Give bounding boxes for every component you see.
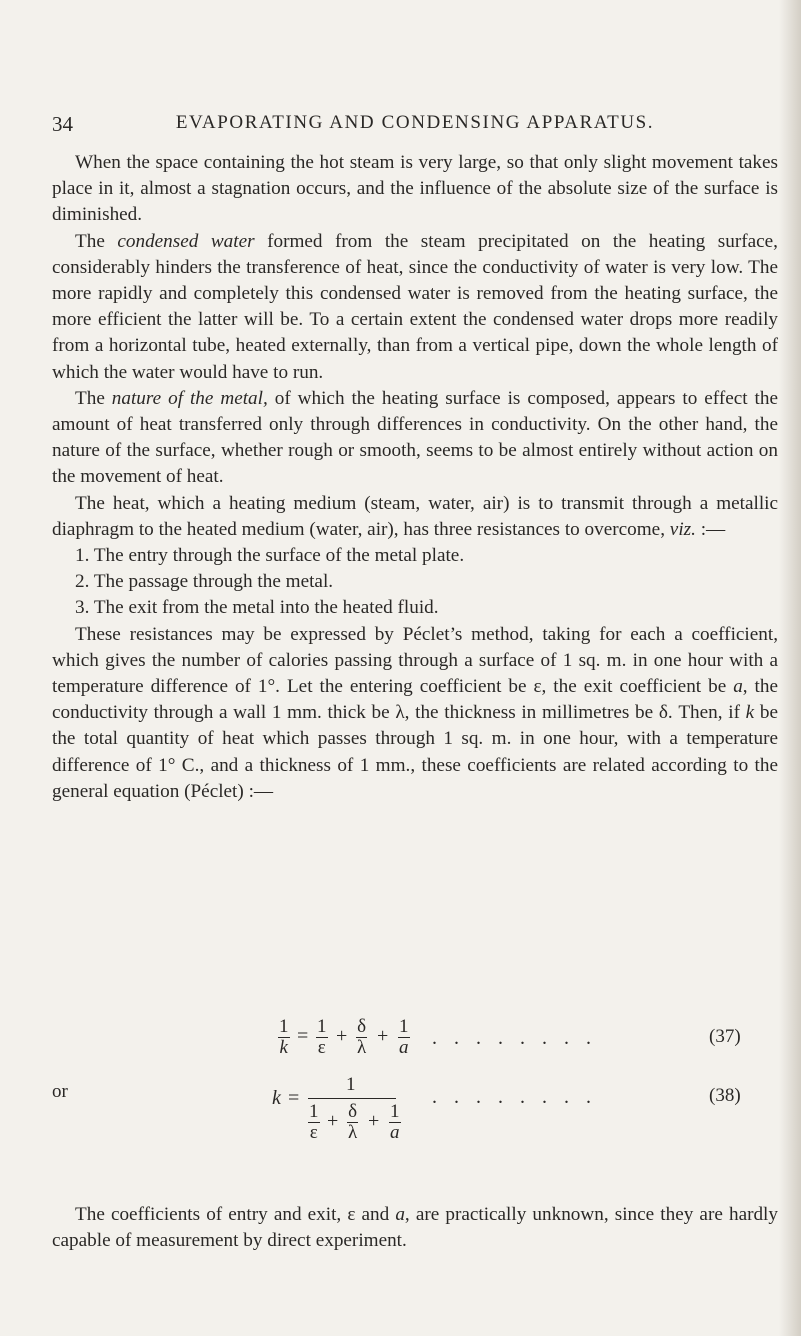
page-number: 34 bbox=[52, 112, 73, 136]
fraction-delta-over-lambda bbox=[347, 1102, 358, 1143]
symbol-k: k bbox=[745, 702, 755, 724]
numerator: δ bbox=[348, 1101, 358, 1122]
denominator bbox=[389, 1122, 401, 1143]
plus-sign: + bbox=[327, 1110, 339, 1132]
denominator bbox=[278, 1037, 290, 1058]
emphasis-viz: viz. bbox=[669, 518, 696, 540]
denominator: ε bbox=[309, 1122, 318, 1143]
symbol-a: a bbox=[395, 1204, 405, 1225]
symbol-k bbox=[272, 1087, 281, 1110]
symbol-k-text: k bbox=[272, 1087, 281, 1109]
fraction-one-over-k bbox=[278, 1017, 290, 1058]
body-text bbox=[52, 150, 778, 805]
denominator: λ bbox=[348, 1122, 358, 1143]
numerator: 1 bbox=[279, 1016, 289, 1037]
list-item-entry: 1. The entry through the surface of the metal plate. bbox=[75, 545, 465, 567]
leader-dots: . . . . . . . . bbox=[432, 1086, 597, 1108]
text-span: be the total quantity of heat which passes through 1 sq. m. in one hour, with a temperature difference of 1° C., and a thickness of 1 mm., these coefficients are related according to the general equation (Péclet) :— bbox=[52, 702, 778, 802]
denominator: ε bbox=[317, 1037, 326, 1058]
text-span: The bbox=[75, 230, 118, 252]
fraction-one-over-a bbox=[389, 1102, 401, 1143]
emphasis-condensed-water: condensed water bbox=[117, 230, 255, 252]
denominator bbox=[398, 1037, 410, 1058]
fraction-delta-over-lambda bbox=[356, 1017, 367, 1058]
symbol-a: a bbox=[390, 1122, 400, 1143]
numerator: 1 bbox=[399, 1016, 409, 1037]
numerator: 1 bbox=[390, 1101, 400, 1122]
list-item-passage: 2. The passage through the metal. bbox=[75, 571, 334, 593]
text-span: These resistances may be expressed by Péclet’s method, taking for each a coefficient, which gives the number of calories passing through a surface of 1 sq. m. in one hour with a temperature difference of 1°. Let the entering coefficient be ε, the exit coefficient be bbox=[52, 623, 778, 698]
text-span: of which the heating surface is composed, appears to effect the amount of heat transferred only through differences in conductivity. On the other hand, the nature of the surface, whether rough or smooth, seems to be almost entirely without action on the movement of heat. bbox=[52, 387, 778, 488]
text-span: The bbox=[75, 387, 112, 409]
paragraph-condensed-water bbox=[52, 229, 778, 386]
text-span: The coefficients of entry and exit, ε and bbox=[75, 1204, 396, 1225]
plus-sign: + bbox=[336, 1025, 348, 1047]
fraction-one-over-a bbox=[398, 1017, 410, 1058]
text-span: The heat, which a heating medium (steam, water, air) is to transmit through a metallic diaphragm to the heated medium (water, air), has three resistances to overcome, bbox=[52, 492, 778, 540]
text-span: :— bbox=[695, 518, 726, 540]
main-fraction-bar bbox=[308, 1098, 396, 1099]
numerator: 1 bbox=[317, 1016, 327, 1037]
numerator: δ bbox=[357, 1016, 367, 1037]
or-label: or bbox=[52, 1081, 68, 1102]
plus-sign: + bbox=[377, 1025, 389, 1047]
symbol-a: a bbox=[733, 676, 743, 698]
fraction-one-over-epsilon bbox=[316, 1017, 328, 1058]
paragraph-coefficients-unknown bbox=[52, 1202, 778, 1254]
text-span: , are practically unknown, since they are hardly capable of measurement by direct experiment. bbox=[52, 1204, 778, 1252]
fraction-one-over-epsilon bbox=[308, 1102, 320, 1143]
page-edge-shadow bbox=[779, 0, 801, 1336]
equals-sign: = bbox=[288, 1087, 300, 1109]
paragraph-nature-of-metal bbox=[52, 386, 778, 491]
numerator: 1 bbox=[309, 1101, 319, 1122]
plus-sign: + bbox=[368, 1110, 380, 1132]
list-item-exit: 3. The exit from the metal into the heated fluid. bbox=[75, 597, 439, 619]
equations-block bbox=[52, 1017, 778, 1177]
closing-text bbox=[52, 1202, 778, 1254]
equation-number-37: (37) bbox=[709, 1026, 741, 1047]
paragraph-resistances bbox=[52, 491, 778, 543]
page-header bbox=[52, 112, 778, 142]
text-span: , the conductivity through a wall 1 mm. thick be λ, the thickness in millimetres be δ. Then, if bbox=[52, 676, 778, 724]
equals-sign: = bbox=[297, 1025, 309, 1047]
emphasis-nature-of-metal: nature of the metal, bbox=[111, 387, 268, 409]
running-head: EVAPORATING AND CONDENSING APPARATUS. bbox=[175, 112, 655, 133]
symbol-k: k bbox=[279, 1037, 288, 1058]
text-span: formed from the steam precipitated on the heating surface, considerably hinders the transference of heat, since the conductivity of water is very low. The more rapidly and completely this condensed water is removed from the heating surface, the more efficient the latter will be. To a certain extent the condensed water drops more readily from a horizontal tube, heated externally, than from a vertical pipe, down the whole length of which the water would have to run. bbox=[52, 230, 778, 383]
symbol-a: a bbox=[399, 1037, 409, 1058]
equation-number-38: (38) bbox=[709, 1085, 741, 1106]
leader-dots: . . . . . . . . bbox=[432, 1027, 597, 1049]
denominator: λ bbox=[357, 1037, 367, 1058]
paragraph-peclet bbox=[52, 622, 778, 805]
main-numerator: 1 bbox=[346, 1074, 356, 1095]
paragraph-stagnation: When the space containing the hot steam is very large, so that only slight movement takes place in it, almost a stagnation occurs, and the influence of the absolute size of the surface is diminished. bbox=[52, 152, 778, 226]
